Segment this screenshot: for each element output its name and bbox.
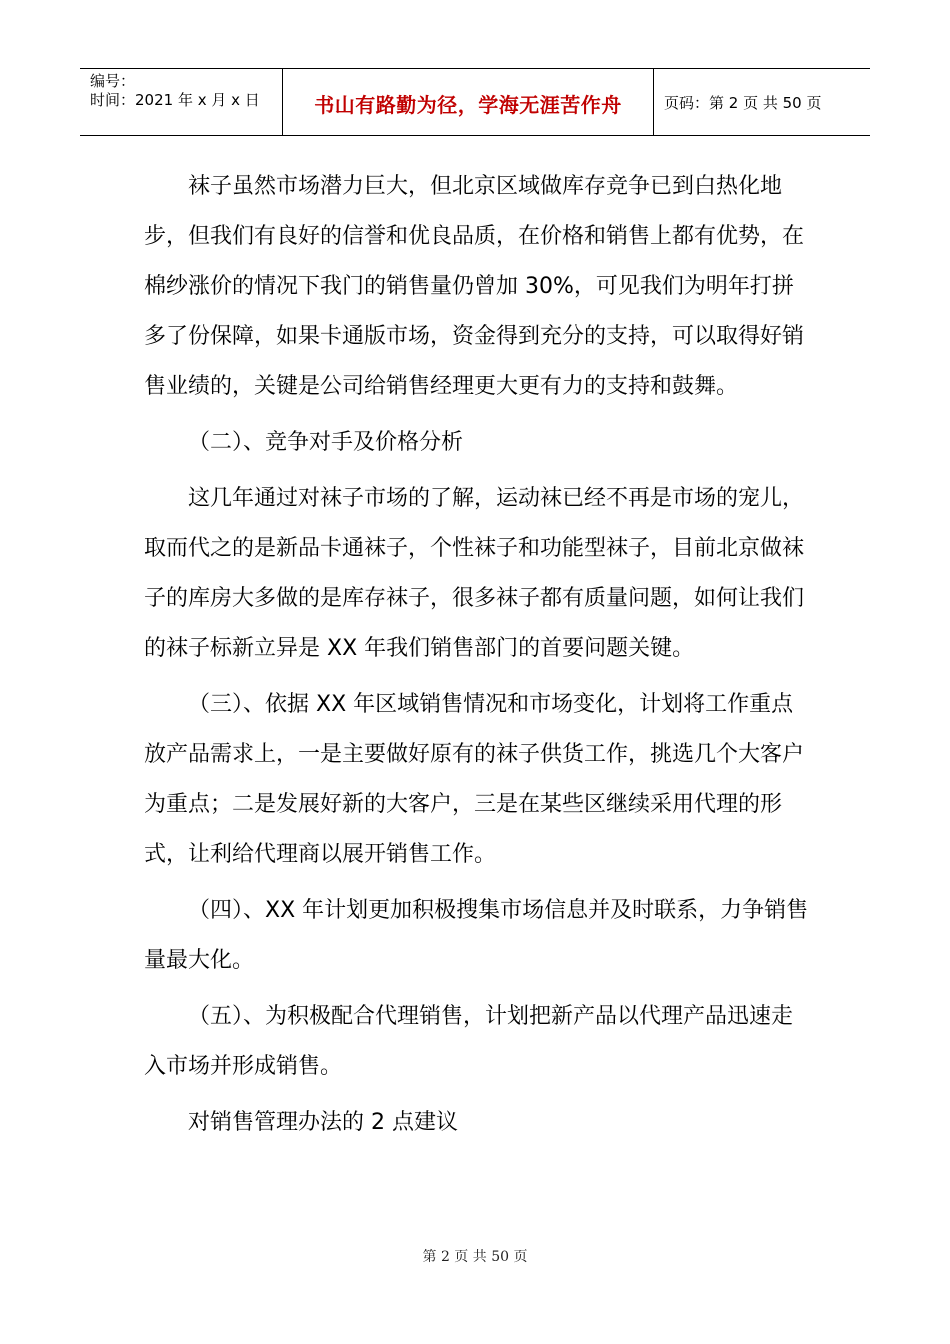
header-page-info: 页码：第 2 页 共 50 页	[664, 94, 822, 112]
paragraph-plan-four: （四）、XX 年计划更加积极搜集市场信息并及时联系，力争销售量最大化。	[144, 898, 809, 973]
paragraph-plan-three: （三）、依据 XX 年区域销售情况和市场变化，计划将工作重点放产品需求上，一是主要做好原有的袜子供货工作，挑选几个大客户为重点；二是发展好新的大客户，三是在某些区继续采用代理的形式，让利给代理商以展开销售工作。	[144, 692, 805, 867]
document-date-label: 时间：2021 年 x 月 x 日	[90, 91, 260, 109]
header-motto-cell	[282, 69, 654, 135]
paragraph-market-potential: 袜子虽然市场潜力巨大，但北京区域做库存竞争已到白热化地步，但我们有良好的信誉和优良品质，在价格和销售上都有优势，在棉纱涨价的情况下我门的销售量仍曾加 30%，可见我们为明年打拼多了份保障，如果卡通版市场，资金得到充分的支持，可以取得好销售业绩的，关键是公司给销售经理更大更有力的支持和鼓舞。	[144, 174, 805, 399]
header-info-cell	[80, 69, 282, 135]
header-motto: 书山有路勤为径，学海无涯苦作舟	[314, 93, 622, 117]
document-header	[80, 68, 870, 136]
page-footer: 第 2 页 共 50 页	[422, 1249, 528, 1265]
section-heading-competition: （二）、竞争对手及价格分析	[188, 430, 464, 455]
paragraph-suggestions-heading: 对销售管理办法的 2 点建议	[188, 1110, 458, 1135]
paragraph-competition: 这几年通过对袜子市场的了解，运动袜已经不再是市场的宠儿，取而代之的是新品卡通袜子，个性袜子和功能型袜子，目前北京做袜子的库房大多做的是库存袜子，很多袜子都有质量问题，如何让我们的袜子标新立异是 XX 年我们销售部门的首要问题关键。	[144, 486, 805, 661]
paragraph-plan-five: （五）、为积极配合代理销售，计划把新产品以代理产品迅速走入市场并形成销售。	[144, 1004, 794, 1079]
header-page-cell	[654, 69, 870, 135]
document-number-label: 编号：	[90, 72, 136, 90]
document-body	[144, 162, 814, 1148]
